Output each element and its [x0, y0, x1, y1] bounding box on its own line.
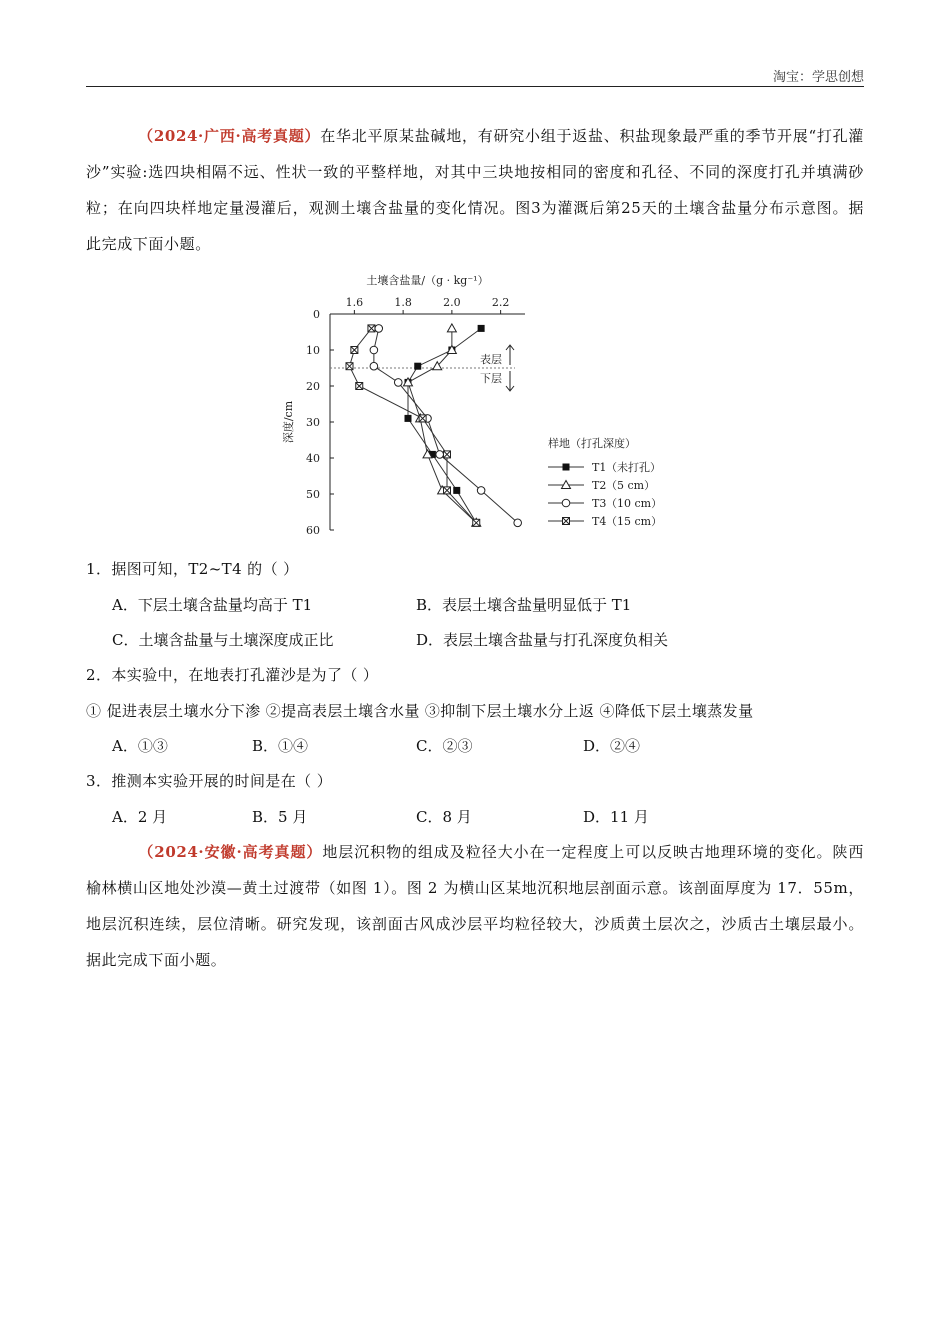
passage-2-source: （2024·安徽·高考真题） — [138, 843, 323, 861]
legend-t3-label: （10 cm） — [606, 497, 663, 510]
q1-option-a[interactable]: A．下层土壤含盐量均高于 T1 — [112, 596, 313, 614]
passage-1-source: （2024·广西·高考真题） — [138, 127, 321, 145]
legend-t4-name: T4 — [592, 515, 607, 528]
series-t3-point — [394, 379, 402, 387]
y-tick-label: 30 — [306, 416, 320, 429]
y-tick-label: 40 — [306, 452, 320, 465]
series-t3-point — [514, 519, 522, 527]
page-header — [86, 66, 864, 87]
q1-option-c[interactable]: C．土壤含盐量与土壤深度成正比 — [112, 631, 334, 649]
series-t1-point — [405, 415, 412, 422]
q2-stem: 2．本实验中，在地表打孔灌沙是为了（ ） — [86, 666, 379, 684]
series-t3-point — [436, 451, 444, 459]
header-brand: 淘宝：学思创想 — [772, 70, 864, 85]
q3-option-c[interactable]: C．8 月 — [416, 808, 472, 826]
upper-layer-label: 表层 — [480, 353, 502, 366]
legend-t1-marker — [563, 464, 570, 471]
y-tick-label: 60 — [306, 524, 320, 537]
series-t3-point — [477, 487, 485, 495]
q2-items: ① 促进表层土壤水分下渗 ②提高表层土壤含水量 ③抑制下层土壤水分上返 ④降低下层土壤蒸发量 — [86, 702, 754, 720]
q1-stem: 1．据图可知，T2~T4 的（ ） — [86, 560, 299, 578]
x-tick-label: 2.0 — [443, 296, 461, 309]
passage-2-text: 地层沉积物的组成及粒径大小在一定程度上可以反映古地理环境的变化。陕西榆林横山区地处沙漠—黄土过渡带（如图 1）。图 2 为横山区某地沉积地层剖面示意。该剖面厚度为 17．55m，地层沉积连续，层位清晰。研究发现，该剖面古风成沙层平均粒径较大，沙质黄土层次之，沙质古土壤层最小。据此完成下面小题。 — [86, 843, 864, 969]
legend-t3-marker — [562, 499, 570, 507]
passage-2 — [86, 834, 864, 978]
q3-option-a[interactable]: A．2 月 — [112, 808, 168, 826]
y-tick-label: 0 — [313, 308, 320, 321]
series-t3-point — [370, 346, 378, 354]
q3-option-d[interactable]: D．11 月 — [583, 808, 649, 826]
q1-option-b[interactable]: B．表层土壤含盐量明显低于 T1 — [416, 596, 632, 614]
legend-t2-label: （5 cm） — [606, 479, 656, 492]
series-t3-point — [370, 362, 378, 370]
legend-t4-label: （15 cm） — [606, 515, 663, 528]
series-t2-point — [447, 324, 456, 332]
lower-layer-label: 下层 — [480, 372, 502, 385]
x-tick-label: 1.8 — [394, 296, 412, 309]
y-tick-label: 20 — [306, 380, 320, 393]
q2-option-c[interactable]: C．②③ — [416, 737, 473, 755]
legend-t2-name: T2 — [592, 479, 607, 492]
series-t1-point — [453, 487, 460, 494]
salt-depth-chart — [270, 270, 690, 552]
series-t1-point — [414, 363, 421, 370]
y-tick-label: 10 — [306, 344, 320, 357]
series-t1-point — [478, 325, 485, 332]
series-t3-point — [375, 325, 383, 333]
q2-option-b[interactable]: B．①④ — [252, 737, 309, 755]
chart-title: 土壤含盐量/（g · kg⁻¹） — [366, 274, 489, 287]
q3-stem: 3．推测本实验开展的时间是在（ ） — [86, 772, 333, 790]
y-axis-label: 深度/cm — [282, 400, 295, 444]
q1-option-d[interactable]: D．表层土壤含盐量与打孔深度负相关 — [416, 631, 669, 649]
q3-option-b[interactable]: B．5 月 — [252, 808, 308, 826]
x-tick-label: 2.2 — [491, 296, 510, 309]
legend-t3-name: T3 — [592, 497, 607, 510]
legend-t1-name: T1 — [592, 461, 607, 474]
legend-t1-label: （未打孔） — [606, 461, 661, 474]
legend-title: 样地（打孔深度） — [548, 437, 636, 450]
x-tick-label: 1.6 — [345, 296, 364, 309]
y-tick-label: 50 — [306, 488, 320, 501]
passage-1-text: 在华北平原某盐碱地，有研究小组于返盐、积盐现象最严重的季节开展“打孔灌沙”实验:选四块相隔不远、性状一致的平整样地，对其中三块地按相同的密度和孔径、不同的深度打孔并填满砂粒；在向四块样地定量漫灌后，观测土壤含盐量的变化情况。图3为灌溉后第25天的土壤含盐量分布示意图。据此完成下面小题。 — [86, 127, 865, 253]
q2-option-a[interactable]: A．①③ — [112, 737, 168, 755]
passage-1 — [86, 118, 864, 262]
q2-option-d[interactable]: D．②④ — [583, 737, 641, 755]
